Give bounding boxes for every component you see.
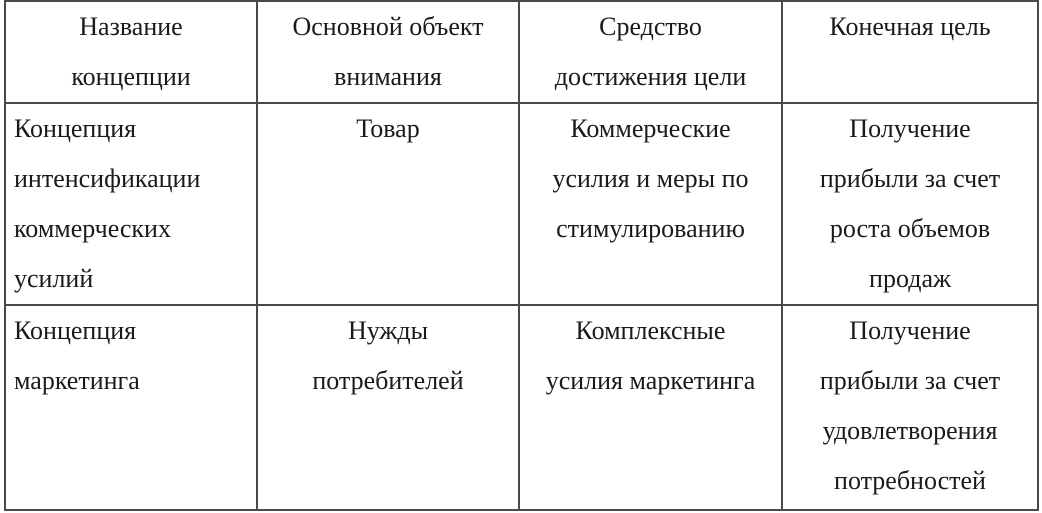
header-concept-name: Название концепции (5, 1, 257, 103)
concepts-table (4, 0, 1039, 511)
cell-main-object: Товар (257, 103, 519, 305)
header-main-object: Основной объект внимания (257, 1, 519, 103)
table-row (5, 103, 1038, 305)
header-means: Средство достижения цели (519, 1, 782, 103)
cell-main-object: Нужды потребителей (257, 305, 519, 510)
cell-concept-name: Концепция интенсификации коммерческих усилий (5, 103, 257, 305)
cell-final-goal: Получение прибыли за счет удовлетворения потребностей (782, 305, 1038, 510)
cell-final-goal: Получение прибыли за счет роста объемов продаж (782, 103, 1038, 305)
cell-means: Коммерческие усилия и меры по стимулированию (519, 103, 782, 305)
table-row (5, 305, 1038, 510)
cell-means: Комплексные усилия маркетинга (519, 305, 782, 510)
table-header-row (5, 1, 1038, 103)
header-final-goal: Конечная цель (782, 1, 1038, 103)
cell-concept-name: Концепция маркетинга (5, 305, 257, 510)
